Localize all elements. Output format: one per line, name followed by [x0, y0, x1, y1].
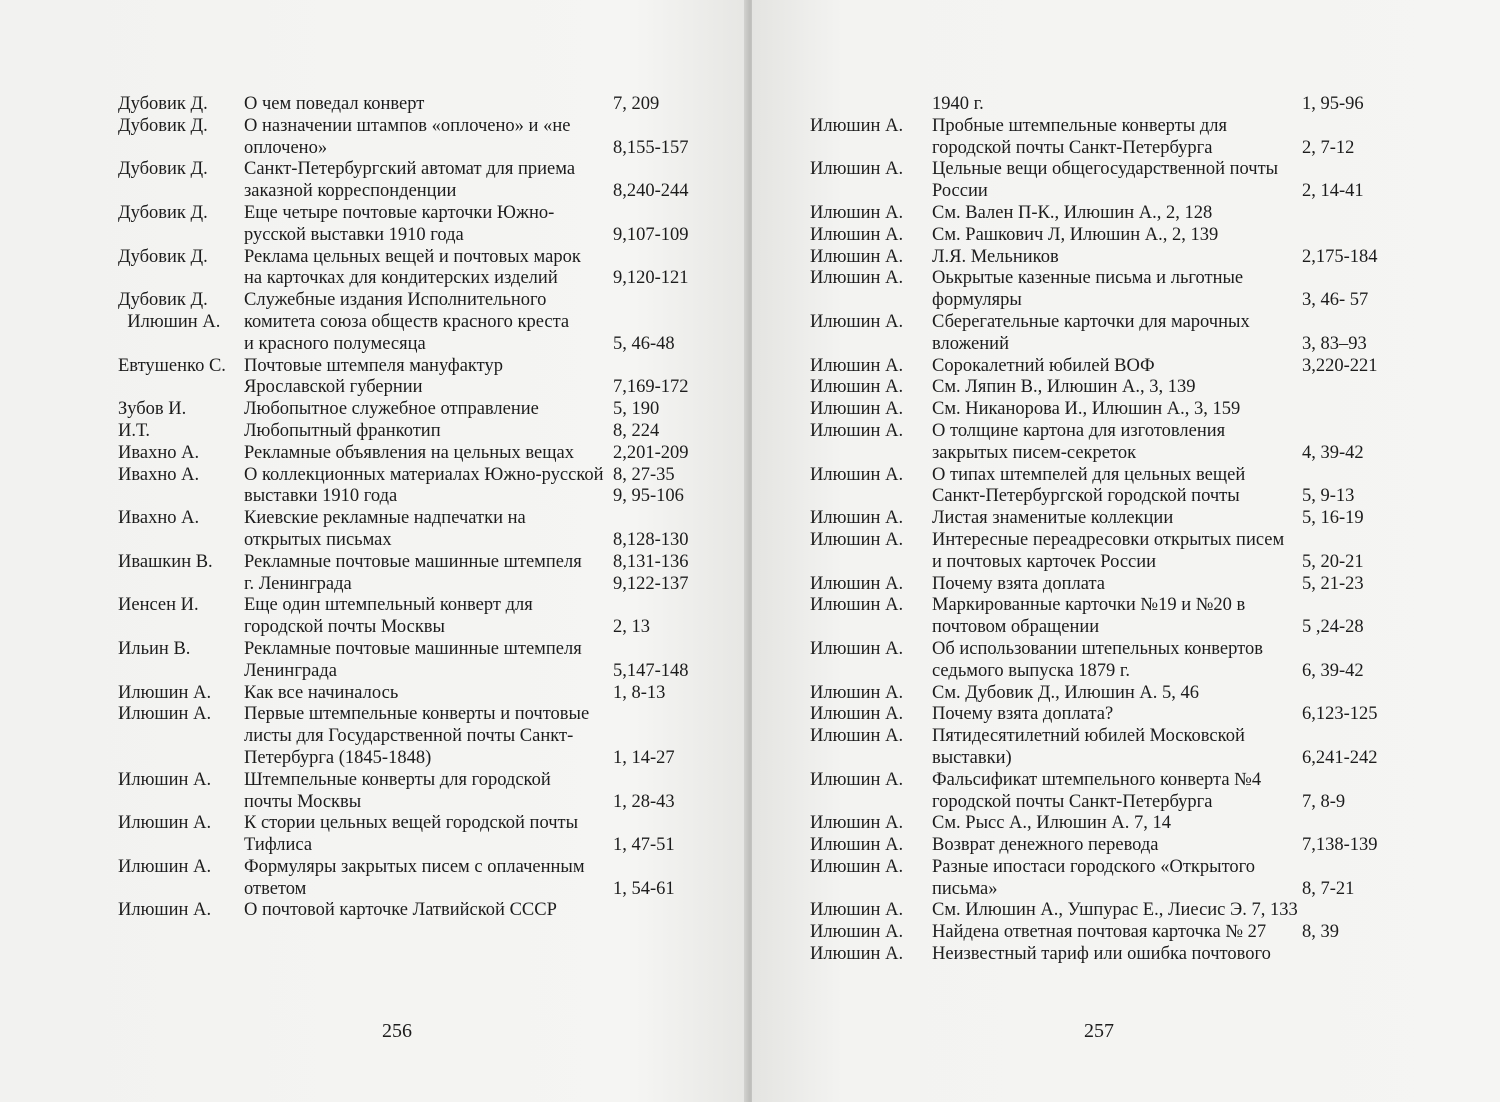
entry-pages: 7,169-172 [613, 377, 689, 398]
entry-pages: 5,147-148 [613, 660, 689, 681]
index-entry [752, 813, 1500, 835]
index-entry [752, 922, 1500, 944]
entry-title: Киевские рекламные надпечатки на открытых письмах [244, 508, 526, 550]
entry-pages: 8, 224 [613, 420, 660, 441]
entry-pages: 5, 9-13 [1302, 486, 1355, 507]
entry-title: Пятидесятилетний юбилей Московской выставки) [932, 726, 1245, 768]
index-entry [752, 944, 1500, 966]
entry-title: Штемпельные конверты для городской почты Москвы [244, 769, 551, 812]
entry-pages: 1, 54-61 [613, 878, 675, 899]
entry-title: Рекламные почтовые машинные штемпеля Ленинграда [244, 638, 582, 681]
entry-title: Маркированные карточки №19 и №20 в почтовом обращении [932, 595, 1246, 638]
entry-author: Ивахно А. [118, 464, 200, 485]
entry-title: О чем поведал конверт [244, 94, 425, 114]
entry-author: Ивашкин В. [118, 551, 213, 572]
index-entry [752, 508, 1500, 530]
index-entry [752, 377, 1500, 399]
entry-pages: 5, 21-23 [1302, 573, 1364, 594]
entry-author: Илюшин А. [810, 573, 904, 594]
entry-title: Служебные издания Исполнительного комитета союза обществ красного креста и красного полумесяца [244, 290, 570, 354]
entry-title: См. Ляпин В., Илюшин А., 3, 139 [932, 377, 1196, 398]
entry-author: Илюшин А. [810, 224, 904, 245]
entry-title: Почему взята доплата [932, 573, 1105, 594]
entry-author: Илюшин А. [810, 115, 904, 136]
index-entry [0, 770, 748, 814]
entry-pages: 3, 83–93 [1302, 333, 1367, 354]
index-entry [752, 94, 1500, 116]
index-entry [752, 683, 1500, 705]
entry-author: Евтушенко С. [118, 355, 226, 376]
entry-title: Реклама цельных вещей и почтовых марок на карточках для кондитерских изделий [244, 246, 581, 289]
entry-title: 1940 г. [932, 94, 984, 114]
entry-author: Илюшин А. [810, 835, 904, 856]
index-entry [0, 94, 748, 116]
entry-pages: 2, 13 [613, 617, 650, 638]
entry-title: Цельные вещи общегосударственной почты России [932, 159, 1279, 202]
entry-pages: 1, 47-51 [613, 835, 675, 856]
entry-pages: 8, 39 [1302, 922, 1339, 943]
entry-pages: 4, 39-42 [1302, 442, 1364, 463]
entry-pages: 5, 16-19 [1302, 508, 1364, 529]
entry-title: Санкт-Петербургский автомат для приема заказной корреспонденции [244, 159, 576, 202]
entry-title: Найдена ответная почтовая карточка № 27 [932, 922, 1267, 943]
entry-pages: 3,220-221 [1302, 355, 1378, 376]
index-entry [0, 465, 748, 509]
entry-title: Почтовые штемпеля мануфактур Ярославской губернии [244, 355, 504, 398]
entry-author: Дубовик Д. [118, 246, 208, 267]
index-entry [0, 443, 748, 465]
entry-author: Илюшин А. [810, 922, 904, 943]
entry-author: Илюшин А. [118, 682, 212, 703]
entry-author: Илюшин А. [810, 638, 904, 659]
entry-title: Еще один штемпельный конверт для городской почты Москвы [244, 595, 533, 638]
left-entry-list [0, 94, 748, 922]
entry-title: Разные ипостаси городского «Открытого письма» [932, 856, 1256, 899]
entry-title: Об использовании штепельных конвертов седьмого выпуска 1879 г. [932, 638, 1263, 681]
index-entry [0, 704, 748, 769]
entry-title: Л.Я. Мельников [932, 246, 1059, 267]
entry-author: Илюшин А. [118, 856, 212, 877]
entry-title: Возврат денежного перевода [932, 835, 1159, 856]
entry-title: Листая знаменитые коллекции [932, 508, 1174, 529]
entry-title: Пробные штемпельные конверты для городской почты Санкт-Петербурга [932, 115, 1227, 158]
entry-author: Илюшин А. [810, 355, 904, 376]
index-entry [0, 900, 748, 922]
entry-title: См. Рысс А., Илюшин А. 7, 14 [932, 813, 1171, 834]
entry-author: Ивахно А. [118, 508, 200, 529]
index-entry [752, 268, 1500, 312]
index-entry [0, 399, 748, 421]
index-entry [0, 683, 748, 705]
entry-title: Рекламные почтовые машинные штемпеля г. Ленинграда [244, 551, 582, 594]
entry-author: Илюшин А. [810, 856, 904, 877]
index-entry [752, 225, 1500, 247]
entry-author: Иенсен И. [118, 595, 199, 616]
entry-author: Илюшин А. [810, 682, 904, 703]
entry-author: Илюшин А. [810, 508, 904, 529]
entry-author: Илюшин А. [810, 944, 904, 965]
entry-pages: 5, 190 [613, 399, 660, 420]
entry-pages: 6,123-125 [1302, 704, 1378, 725]
entry-author: Дубовик Д. [118, 202, 208, 223]
entry-author: Дубовик Д. [118, 115, 208, 136]
entry-pages: 8, 7-21 [1302, 878, 1355, 899]
entry-pages: 2,175-184 [1302, 246, 1378, 267]
entry-pages: 3, 46- 57 [1302, 290, 1369, 311]
entry-author: Илюшин А. [810, 595, 904, 616]
index-entry [0, 203, 748, 247]
entry-author: Илюшин А. [118, 704, 212, 725]
entry-author: Ильин В. [118, 638, 191, 659]
entry-pages: 1, 28-43 [613, 791, 675, 812]
entry-author: Илюшин А. [810, 813, 904, 834]
index-entry [0, 290, 748, 355]
entry-title: О коллекционных материалах Южно-русской выставки 1910 года [244, 464, 604, 507]
entry-author: Илюшин А. [810, 726, 904, 747]
entry-pages: 2,201-209 [613, 442, 689, 463]
index-entry [752, 900, 1500, 922]
entry-title: Оькрытые казенные письма и льготные формуляры [932, 268, 1244, 311]
entry-pages: 8,155-157 [613, 137, 689, 158]
entry-author: Зубов И. [118, 399, 187, 420]
entry-pages: 8,128-130 [613, 529, 689, 550]
entry-pages: 2, 7-12 [1302, 137, 1355, 158]
right-entry-list [752, 94, 1500, 966]
entry-author: Дубовик Д. [118, 94, 208, 114]
index-entry [752, 574, 1500, 596]
entry-title: Как все начиналось [244, 682, 399, 703]
entry-title: См. Илюшин А., Ушпурас Е., Лиесис Э. 7, 133 [932, 900, 1298, 921]
entry-title: См. Никанорова И., Илюшин А., 3, 159 [932, 399, 1241, 420]
index-entry [752, 857, 1500, 901]
entry-pages: 6,241-242 [1302, 747, 1378, 768]
entry-pages: 9,107-109 [613, 224, 689, 245]
index-entry [752, 159, 1500, 203]
index-entry [752, 247, 1500, 269]
entry-title: О назначении штампов «оплочено» и «не оплочено» [244, 115, 571, 158]
entry-title: О толщине картона для изготовления закрытых писем-секреток [932, 420, 1226, 463]
entry-pages: 7, 8-9 [1302, 791, 1346, 812]
entry-title: См. Вален П-К., Илюшин А., 2, 128 [932, 202, 1213, 223]
entry-title: См. Дубовик Д., Илюшин А. 5, 46 [932, 682, 1200, 703]
entry-title: Фальсификат штемпельного конверта №4 городской почты Санкт-Петербурга [932, 769, 1262, 812]
entry-title: Еще четыре почтовые карточки Южно- русской выставки 1910 года [244, 202, 555, 245]
entry-author: Илюшин А. [810, 246, 904, 267]
index-entry [752, 312, 1500, 356]
entry-title: Любопытный франкотип [244, 420, 441, 441]
index-entry [0, 813, 748, 857]
index-entry [0, 639, 748, 683]
entry-title: Любопытное служебное отправление [244, 399, 539, 420]
index-entry [752, 770, 1500, 814]
entry-pages: 9,120-121 [613, 268, 689, 289]
right-page [752, 0, 1500, 1102]
index-entry [0, 552, 748, 596]
entry-title: Формуляры закрытых писем с оплаченным ответом [244, 856, 585, 899]
entry-pages: 5, 46-48 [613, 333, 675, 354]
entry-author: Илюшин А. [810, 399, 904, 420]
index-entry [0, 159, 748, 203]
index-entry [0, 857, 748, 901]
entry-author: Илюшин А. [810, 268, 904, 289]
index-entry [0, 595, 748, 639]
index-entry [752, 835, 1500, 857]
index-entry [0, 116, 748, 160]
entry-pages: 8,131-136 9,122-137 [613, 551, 689, 594]
entry-author: Илюшин А. [810, 464, 904, 485]
entry-title: Интересные переадресовки открытых писем и почтовых карточек России [932, 529, 1285, 572]
entry-pages: 7, 209 [613, 94, 660, 114]
index-entry [752, 465, 1500, 509]
entry-author: Илюшин А. [810, 159, 904, 180]
entry-title: Сорокалетний юбилей ВОФ [932, 355, 1155, 376]
entry-author: Илюшин А. [810, 900, 904, 921]
index-entry [752, 639, 1500, 683]
entry-title: Рекламные объявления на цельных вещах [244, 442, 574, 463]
index-entry [0, 421, 748, 443]
entry-title: О типах штемпелей для цельных вещей Санкт-Петербургской городской почты [932, 464, 1246, 507]
index-entry [752, 421, 1500, 465]
index-entry [752, 356, 1500, 378]
index-entry [752, 399, 1500, 421]
index-entry [0, 247, 748, 291]
entry-title: Почему взята доплата? [932, 704, 1114, 725]
entry-author: Дубовик Д. Илюшин А. [118, 290, 221, 332]
index-entry [752, 704, 1500, 726]
entry-pages: 5 ,24-28 [1302, 617, 1364, 638]
entry-author: Ивахно А. [118, 442, 200, 463]
entry-author: Илюшин А. [810, 704, 904, 725]
entry-author: Дубовик Д. [118, 159, 208, 180]
entry-author: Илюшин А. [810, 202, 904, 223]
entry-author: Илюшин А. [118, 900, 212, 921]
entry-pages: 7,138-139 [1302, 835, 1378, 856]
entry-author: И.Т. [118, 420, 151, 441]
entry-author: Илюшин А. [810, 420, 904, 441]
index-entry [752, 203, 1500, 225]
index-entry [0, 508, 748, 552]
index-entry [752, 595, 1500, 639]
entry-pages: 6, 39-42 [1302, 660, 1364, 681]
entry-title: См. Рашкович Л, Илюшин А., 2, 139 [932, 224, 1219, 245]
entry-pages: 1, 14-27 [613, 747, 675, 768]
entry-author: Илюшин А. [810, 311, 904, 332]
entry-title: К стории цельных вещей городской почты Тифлиса [244, 813, 579, 856]
entry-author: Илюшин А. [810, 529, 904, 550]
entry-title: Сберегательные карточки для марочных вложений [932, 311, 1250, 354]
entry-author: Илюшин А. [118, 769, 212, 790]
left-page-number: 256 [382, 1020, 412, 1042]
entry-author: Илюшин А. [118, 813, 212, 834]
entry-title: Неизвестный тариф или ошибка почтового [932, 944, 1271, 965]
entry-author: Илюшин А. [810, 769, 904, 790]
entry-author: Илюшин А. [810, 377, 904, 398]
entry-pages: 1, 95-96 [1302, 94, 1364, 114]
entry-pages: 8,240-244 [613, 181, 689, 202]
entry-pages: 2, 14-41 [1302, 181, 1364, 202]
entry-title: Первые штемпельные конверты и почтовые листы для Государственной почты Санкт- Петербурга (1845-1848) [244, 704, 590, 768]
entry-title: О почтовой карточке Латвийской СССР [244, 900, 557, 921]
index-entry [752, 530, 1500, 574]
index-entry [752, 116, 1500, 160]
index-entry [752, 726, 1500, 770]
entry-pages: 8, 27-35 9, 95-106 [613, 464, 684, 507]
index-entry [0, 356, 748, 400]
left-page [0, 0, 748, 1102]
right-page-number: 257 [1084, 1020, 1114, 1042]
entry-pages: 5, 20-21 [1302, 551, 1364, 572]
entry-pages: 1, 8-13 [613, 682, 666, 703]
